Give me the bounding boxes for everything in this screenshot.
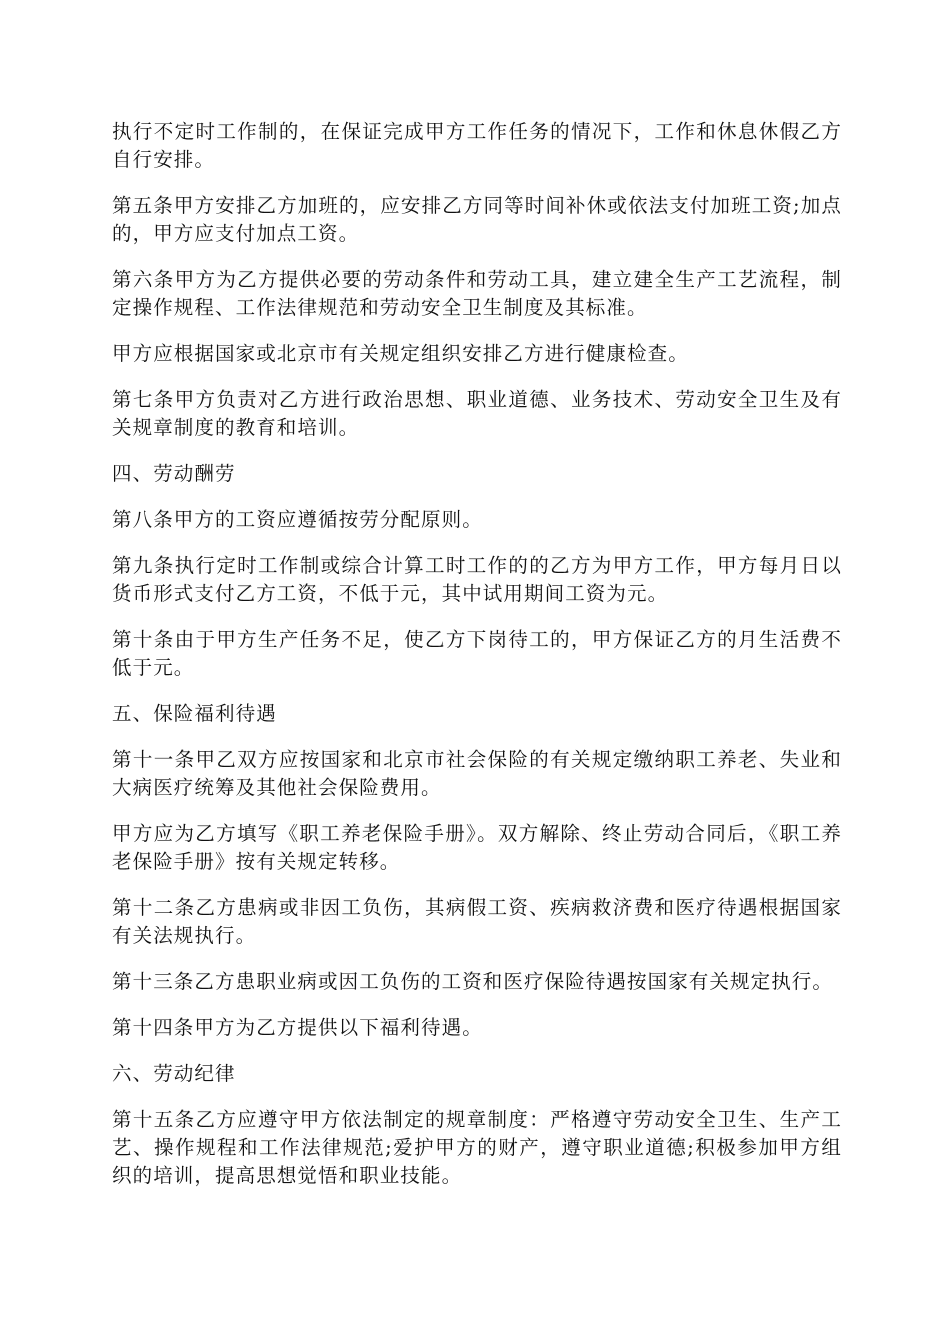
section-heading-labor-discipline: 六、劳动纪律 bbox=[112, 1062, 236, 1085]
paragraph-article-5: 第五条甲方安排乙方加班的，应安排乙方同等时间补休或依法支付加班工资;加点的，甲方应支付加点工资。 bbox=[112, 194, 842, 245]
paragraph-health-check: 甲方应根据国家或北京市有关规定组织安排乙方进行健康检查。 bbox=[112, 342, 689, 365]
paragraph-article-15: 第十五条乙方应遵守甲方依法制定的规章制度：严格遵守劳动安全卫生、生产工艺、操作规程和工作法律规范;爱护甲方的财产，遵守职业道德;积极参加甲方组织的培训，提高思想觉悟和职业技能。 bbox=[112, 1108, 842, 1187]
paragraph-article-13: 第十三条乙方患职业病或因工负伤的工资和医疗保险待遇按国家有关规定执行。 bbox=[112, 970, 834, 993]
paragraph-article-7: 第七条甲方负责对乙方进行政治思想、职业道德、业务技术、劳动安全卫生及有关规章制度的教育和培训。 bbox=[112, 388, 842, 439]
paragraph-article-14: 第十四条甲方为乙方提供以下福利待遇。 bbox=[112, 1016, 483, 1039]
paragraph-article-12: 第十二条乙方患病或非因工负伤，其病假工资、疾病救济费和医疗待遇根据国家有关法规执行。 bbox=[112, 896, 842, 947]
section-heading-insurance-welfare: 五、保险福利待遇 bbox=[112, 702, 277, 725]
paragraph-article-9: 第九条执行定时工作制或综合计算工时工作的的乙方为甲方工作，甲方每月日以货币形式支付乙方工资，不低于元，其中试用期间工资为元。 bbox=[112, 554, 842, 605]
paragraph-article-6: 第六条甲方为乙方提供必要的劳动条件和劳动工具，建立建全生产工艺流程，制定操作规程、工作法律规范和劳动安全卫生制度及其标准。 bbox=[112, 268, 842, 319]
paragraph-working-hours: 执行不定时工作制的，在保证完成甲方工作任务的情况下，工作和休息休假乙方自行安排。 bbox=[112, 120, 842, 171]
paragraph-article-10: 第十条由于甲方生产任务不足，使乙方下岗待工的，甲方保证乙方的月生活费不低于元。 bbox=[112, 628, 842, 679]
paragraph-article-8: 第八条甲方的工资应遵循按劳分配原则。 bbox=[112, 508, 483, 531]
paragraph-pension-handbook: 甲方应为乙方填写《职工养老保险手册》。双方解除、终止劳动合同后，《职工养老保险手册》按有关规定转移。 bbox=[112, 822, 842, 873]
section-heading-labor-pay: 四、劳动酬劳 bbox=[112, 462, 236, 485]
document-page bbox=[112, 118, 842, 1208]
paragraph-article-11: 第十一条甲乙双方应按国家和北京市社会保险的有关规定缴纳职工养老、失业和大病医疗统筹及其他社会保险费用。 bbox=[112, 748, 842, 799]
